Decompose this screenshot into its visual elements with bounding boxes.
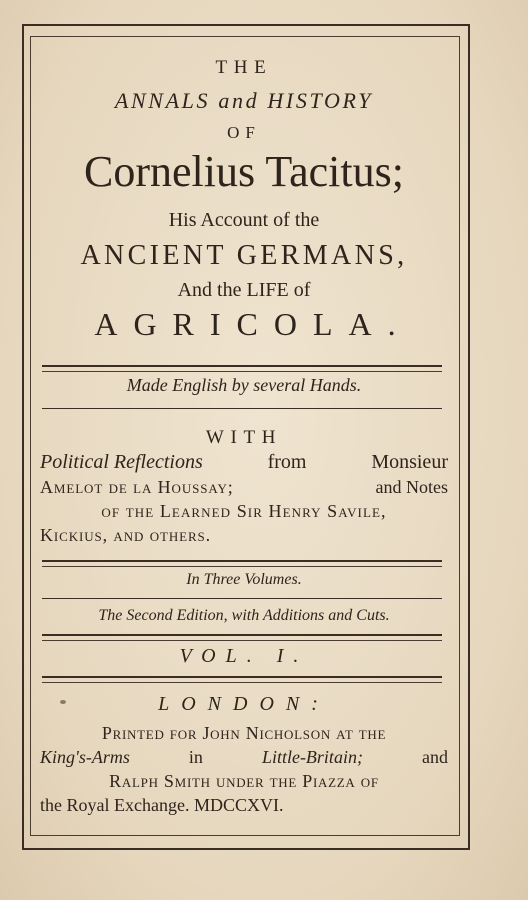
printed-for-line: Printed for John Nicholson at the bbox=[101, 723, 387, 743]
rule-3 bbox=[42, 560, 442, 567]
agricola-line: AGRICOLA. bbox=[94, 306, 412, 342]
in-text: in bbox=[188, 747, 203, 767]
germans-line: ANCIENT GERMANS, bbox=[80, 240, 408, 271]
rule-1 bbox=[42, 365, 442, 372]
title-annals: ANNALS and HISTORY bbox=[114, 88, 374, 113]
rule-5 bbox=[42, 634, 442, 641]
kings-arms-line bbox=[34, 748, 454, 766]
life-line: And the LIFE of bbox=[177, 279, 311, 301]
and-notes-text: and Notes bbox=[375, 477, 448, 497]
kickius-line: Kickius, and others. bbox=[40, 525, 212, 545]
title-the: THE bbox=[215, 57, 273, 78]
foxing-speck bbox=[60, 700, 66, 704]
vol-line: VOL. I. bbox=[179, 645, 309, 667]
amelot-line bbox=[34, 478, 454, 496]
from-text: from bbox=[267, 451, 307, 473]
rule-6 bbox=[42, 676, 442, 683]
ralph-line: Ralph Smith under the Piazza of bbox=[109, 771, 379, 791]
volumes-line: In Three Volumes. bbox=[186, 571, 302, 588]
little-britain-text: Little-Britain; bbox=[261, 747, 363, 767]
rule-4 bbox=[42, 598, 442, 599]
and-text: and bbox=[421, 747, 448, 767]
edition-line: The Second Edition, with Additions and Cuts. bbox=[98, 607, 390, 624]
amelot-text: Amelot de la Houssay; bbox=[40, 477, 234, 497]
reflections-line bbox=[34, 452, 454, 472]
reflections-text: Political Reflections bbox=[40, 451, 203, 473]
made-english-line: Made English by several Hands. bbox=[126, 375, 362, 395]
account-line: His Account of the bbox=[168, 209, 320, 231]
title-of: OF bbox=[227, 123, 261, 142]
kings-arms-text: King's-Arms bbox=[40, 747, 130, 767]
london-line: LONDON: bbox=[158, 693, 330, 715]
royal-line: the Royal Exchange. MDCCXVI. bbox=[40, 795, 284, 815]
with-line: WITH bbox=[205, 427, 283, 448]
savile-line: of the Learned Sir Henry Savile, bbox=[101, 501, 387, 521]
author-name: Cornelius Tacitus; bbox=[84, 147, 404, 196]
monsieur-text: Monsieur bbox=[371, 451, 448, 473]
rule-2 bbox=[42, 408, 442, 409]
